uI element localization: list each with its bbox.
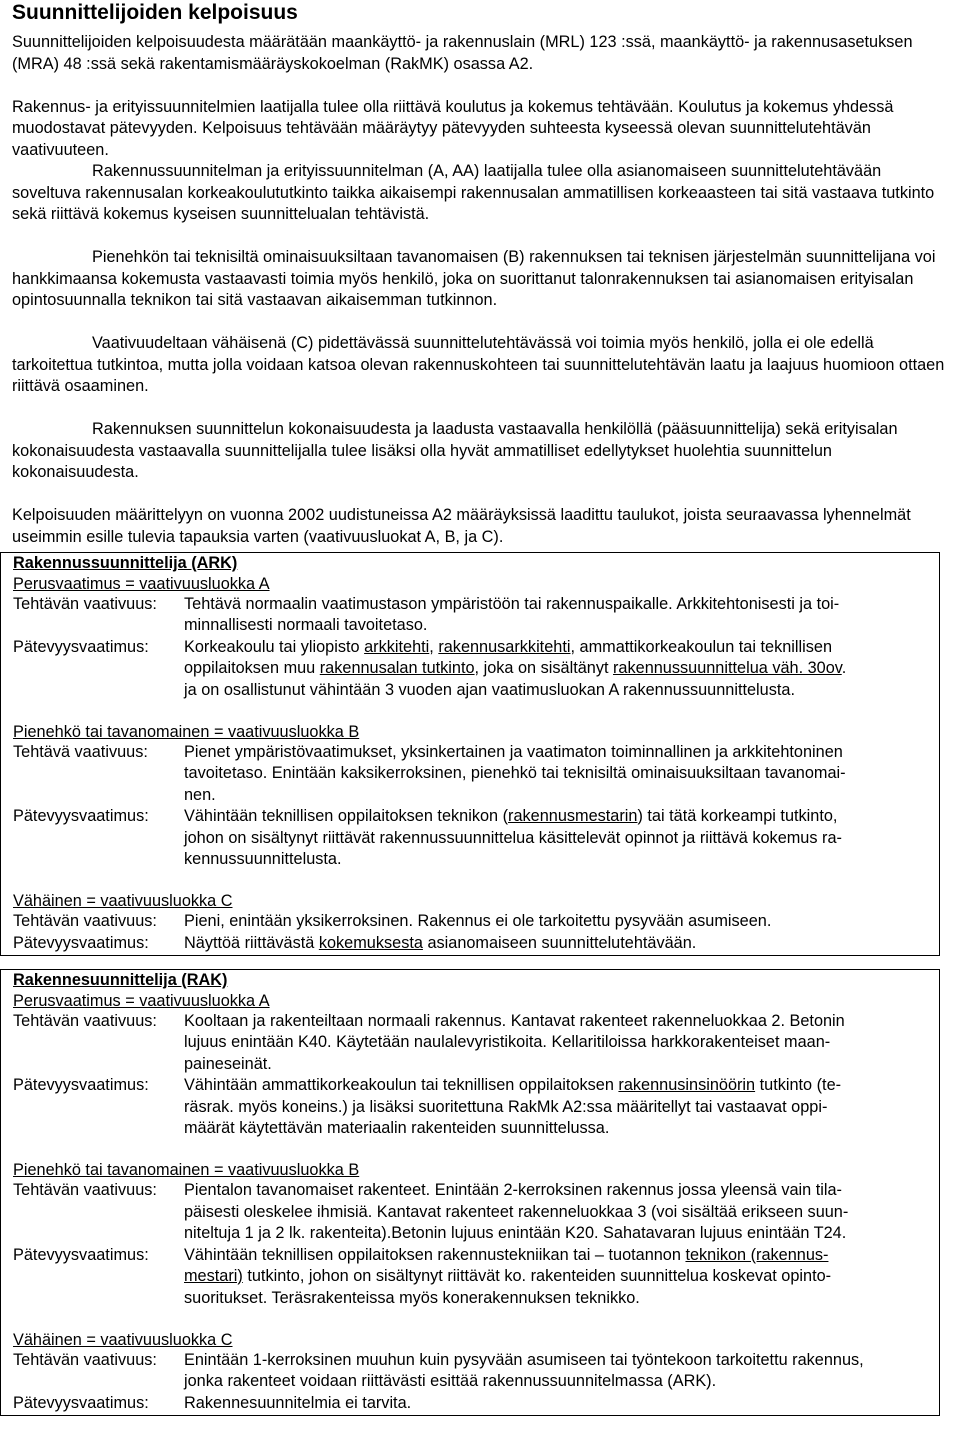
intro-paragraph-7: Kelpoisuuden määrittelyyn on vuonna 2002 uudistuneissa A2 määräyksissä laadittu taulukot, joista seuraavassa lyhennelmät useimmin esille tulevia tapauksia varten (vaativuusluokat A, B, ja C). bbox=[12, 506, 911, 546]
ark-c-req-row bbox=[13, 933, 927, 955]
rak-c-req-row bbox=[13, 1393, 927, 1415]
ark-class-b-heading: Pienehkö tai tavanomainen = vaativuusluokka B bbox=[13, 722, 360, 741]
underlined-term: rakennusarkkitehti bbox=[438, 637, 571, 656]
ark-requirements-box bbox=[0, 552, 940, 956]
rak-a-task-line-2: lujuus enintään K40. Käytetään naulalevyristikoita. Kellaritiloissa harkkorakenteiset maan- bbox=[184, 1033, 831, 1051]
rak-b-req-label: Pätevyysvaatimus: bbox=[13, 1245, 149, 1264]
rak-b-task-row bbox=[13, 1180, 927, 1245]
ark-b-task-line-2: tavoitetaso. Enintään kaksikerroksinen, pienehkö tai teknisiltä ominaisuuksiltaan tavanomai- bbox=[184, 764, 846, 782]
text-segment: Vähintään teknillisen oppilaitoksen rakennustekniikan tai – tuotannon bbox=[184, 1245, 686, 1264]
ark-a-task-label: Tehtävän vaativuus: bbox=[13, 594, 157, 613]
underlined-term: rakennusinsinöörin bbox=[618, 1076, 756, 1094]
text-segment: oppilaitoksen muu bbox=[184, 659, 320, 677]
ark-c-task-line-1: Pieni, enintään yksikerroksinen. Rakennus ei ole tarkoitettu pysyvään asumiseen. bbox=[184, 912, 772, 930]
ark-b-req-label: Pätevyysvaatimus: bbox=[13, 807, 149, 825]
rak-a-req-line-3: määrät käytettävän materiaalin rakenteiden suunnittelussa. bbox=[184, 1119, 610, 1137]
underlined-term: rakennusmestarin bbox=[508, 807, 638, 825]
ark-a-task-row bbox=[13, 594, 927, 637]
rak-title: Rakennesuunnittelija (RAK) bbox=[13, 971, 228, 989]
rak-c-task-line-2: jonka rakenteet voidaan riittävästi esittää rakennussuunnitelmassa (ARK). bbox=[184, 1372, 717, 1390]
page-title: Suunnittelijoiden kelpoisuus bbox=[12, 1, 298, 24]
rak-b-req-line-3: suoritukset. Teräsrakenteissa myös konerakennuksen teknikko. bbox=[184, 1288, 640, 1307]
rak-b-req-row bbox=[13, 1245, 927, 1310]
intro-section bbox=[12, 32, 948, 548]
ark-b-req-line-2: johon on sisältynyt riittävät rakennussuunnittelua käsittelevät opinnot ja riittävä kokemus ra- bbox=[184, 828, 842, 847]
ark-b-task-row bbox=[13, 742, 927, 807]
rak-a-task-row bbox=[13, 1011, 927, 1076]
rak-a-task-line-1: Kooltaan ja rakenteiltaan normaali rakennus. Kantavat rakenteet rakenneluokkaa 2. Betonin bbox=[184, 1011, 845, 1030]
ark-b-req-row bbox=[13, 806, 927, 871]
rak-class-a-heading: Perusvaatimus = vaativuusluokka A bbox=[13, 991, 270, 1010]
ark-title: Rakennussuunnittelija (ARK) bbox=[13, 554, 238, 572]
underlined-term: rakennussuunnittelua väh. 30ov bbox=[613, 659, 842, 677]
rak-b-task-line-1: Pientalon tavanomaiset rakenteet. Enintään 2-kerroksinen rakennus jossa yleensä vain tila- bbox=[184, 1181, 842, 1199]
underlined-term: rakennusalan tutkinto bbox=[319, 659, 475, 677]
intro-paragraph-2: Rakennus- ja erityissuunnitelmien laatijalla tulee olla riittävä koulutus ja kokemus tehtävään. Koulutus ja kokemus yhdessä muodostavat pätevyyden. Kelpoisuus tehtävään määräytyy pätevyyden suhteesta kyseessä olevan suunnittelutehtävän vaativuuteen. bbox=[12, 97, 894, 159]
text-segment: Vähintään teknillisen oppilaitoksen teknikon ( bbox=[184, 807, 509, 825]
intro-paragraph-4: Pienehkön tai teknisiltä ominaisuuksiltaan tavanomaisen (B) rakennuksen tai teknisen järjestelmän suunnittelijana voi hankkimaansa kokemusta vastaavasti toimia myös henkilö, joka on suorittanut talonrakennuksen tai asianomaisen erityisalan opintosuunnalla teknikon tai sitä vastaavan aikaisemman tutkinnon. bbox=[12, 248, 936, 309]
rak-b-task-line-3: niteltuja 1 ja 2 lk. rakenteita).Betonin lujuus enintään K20. Sahatavaran lujuus enintään T24. bbox=[184, 1224, 847, 1242]
underlined-term: kokemuksesta bbox=[318, 933, 423, 952]
text-segment: Näyttöä riittävästä bbox=[184, 933, 319, 952]
text-segment: , joka on sisältänyt bbox=[474, 659, 614, 677]
ark-a-req-row bbox=[13, 637, 927, 702]
rak-c-task-line-1: Enintään 1-kerroksinen muuhun kuin pysyvään asumiseen tai työntekoon tarkoitettu rakennus, bbox=[184, 1350, 864, 1369]
rak-class-c-heading: Vähäinen = vaativuusluokka C bbox=[13, 1330, 233, 1349]
rak-b-task-label: Tehtävän vaativuus: bbox=[13, 1181, 157, 1199]
text-segment: , ammattikorkeakoulun tai teknillisen bbox=[570, 637, 832, 656]
ark-b-req-line-3: kennussuunnittelusta. bbox=[184, 850, 342, 868]
text-segment: Vähintään ammattikorkeakoulun tai teknillisen oppilaitoksen bbox=[184, 1076, 619, 1094]
underlined-term: mestari) bbox=[184, 1267, 243, 1285]
ark-class-a-heading: Perusvaatimus = vaativuusluokka A bbox=[13, 574, 270, 593]
rak-c-task-row bbox=[13, 1350, 927, 1393]
ark-a-task-line-2: minnallisesti normaali tavoitetaso. bbox=[184, 616, 428, 634]
rak-class-b-heading: Pienehkö tai tavanomainen = vaativuusluokka B bbox=[13, 1161, 360, 1179]
intro-paragraph-1: Suunnittelijoiden kelpoisuudesta määrätään maankäyttö- ja rakennuslain (MRL) 123 :ssä, maankäyttö- ja rakennusasetuksen (MRA) 48 :ssä sekä rakentamismääräyskokoelman (RakMK) osassa A2. bbox=[12, 33, 913, 73]
rak-c-req-line-1: Rakennesuunnitelmia ei tarvita. bbox=[184, 1393, 412, 1412]
rak-a-req-label: Pätevyysvaatimus: bbox=[13, 1076, 149, 1094]
ark-class-c-heading: Vähäinen = vaativuusluokka C bbox=[13, 892, 233, 910]
underlined-term: teknikon (rakennus- bbox=[685, 1245, 829, 1264]
intro-paragraph-5: Vaativuudeltaan vähäisenä (C) pidettävässä suunnittelutehtävässä voi toimia myös henkilö, jolla ei ole edellä tarkoitettua tutkintoa, mutta jolla voidaan katsoa olevan rakennuskohteen tai suunnittelutehtävän laatu ja laajuus huomioon ottaen riittävä osaaminen. bbox=[12, 334, 945, 395]
text-segment: . bbox=[841, 659, 847, 677]
rak-a-req-line-2: räsrak. myös koneins.) ja lisäksi suoritettuna RakMk A2:ssa määritellyt tai vastaavat oppi- bbox=[184, 1097, 828, 1116]
text-segment: ) tai tätä korkeampi tutkinto, bbox=[637, 807, 838, 825]
text-segment: Korkeakoulu tai yliopisto bbox=[184, 637, 365, 656]
text-segment: , bbox=[429, 637, 439, 656]
rak-a-task-label: Tehtävän vaativuus: bbox=[13, 1011, 157, 1030]
ark-c-task-row bbox=[13, 911, 927, 933]
ark-a-req-line-3: ja on osallistunut vähintään 3 vuoden ajan vaatimusluokan A rakennussuunnittelusta. bbox=[184, 680, 795, 699]
intro-paragraph-6: Rakennuksen suunnittelun kokonaisuudesta ja laadusta vastaavalla henkilöllä (pääsuunnittelija) sekä erityisalan kokonaisuudesta vastaavalla suunnittelijalla tulee lisäksi olla hyvät ammatilliset edellytykset huolehtia suunnittelun kokonaisuudesta. bbox=[12, 420, 898, 481]
ark-a-task-line-1: Tehtävä normaalin vaatimustason ympäristöön tai rakennuspaikalle. Arkkitehtonisesti ja toi- bbox=[184, 594, 840, 613]
rak-a-task-line-3: paineseinät. bbox=[184, 1054, 272, 1073]
text-segment: asianomaiseen suunnittelutehtävään. bbox=[422, 933, 697, 952]
intro-paragraph-3: Rakennussuunnitelman ja erityissuunnitelman (A, AA) laatijalla tulee olla asianomaiseen suunnittelutehtävään soveltuva rakennusalan korkeakoulututkinto taikka aikaisempi rakennusalan ammatillisen korkeaasteen tai sitä vastaava tutkinto sekä riittävä kokemus kyseisen suunnittelualan tehtävistä. bbox=[12, 162, 935, 223]
rak-b-task-line-2: päisesti oleskelee ihmisiä. Kantavat rakenteet rakenneluokkaa 3 (voi sisältää erikseen suun- bbox=[184, 1202, 849, 1221]
ark-c-req-label: Pätevyysvaatimus: bbox=[13, 933, 149, 952]
rak-c-req-label: Pätevyysvaatimus: bbox=[13, 1393, 149, 1412]
rak-a-req-row bbox=[13, 1075, 927, 1140]
rak-c-task-label: Tehtävän vaativuus: bbox=[13, 1350, 157, 1369]
text-segment: tutkinto (te- bbox=[755, 1076, 842, 1094]
ark-b-task-label: Tehtävä vaativuus: bbox=[13, 742, 148, 761]
text-segment: tutkinto, johon on sisältynyt riittävät ko. rakenteiden suunnittelua koskevat opinto- bbox=[242, 1267, 832, 1285]
ark-b-task-line-3: nen. bbox=[184, 785, 216, 804]
ark-a-req-label: Pätevyysvaatimus: bbox=[13, 637, 149, 656]
underlined-term: arkkitehti bbox=[364, 637, 430, 656]
ark-b-task-line-1: Pienet ympäristövaatimukset, yksinkertainen ja vaatimaton toiminnallinen ja arkkitehtoninen bbox=[184, 742, 843, 761]
ark-c-task-label: Tehtävän vaativuus: bbox=[13, 912, 157, 930]
rak-requirements-box bbox=[0, 969, 940, 1416]
